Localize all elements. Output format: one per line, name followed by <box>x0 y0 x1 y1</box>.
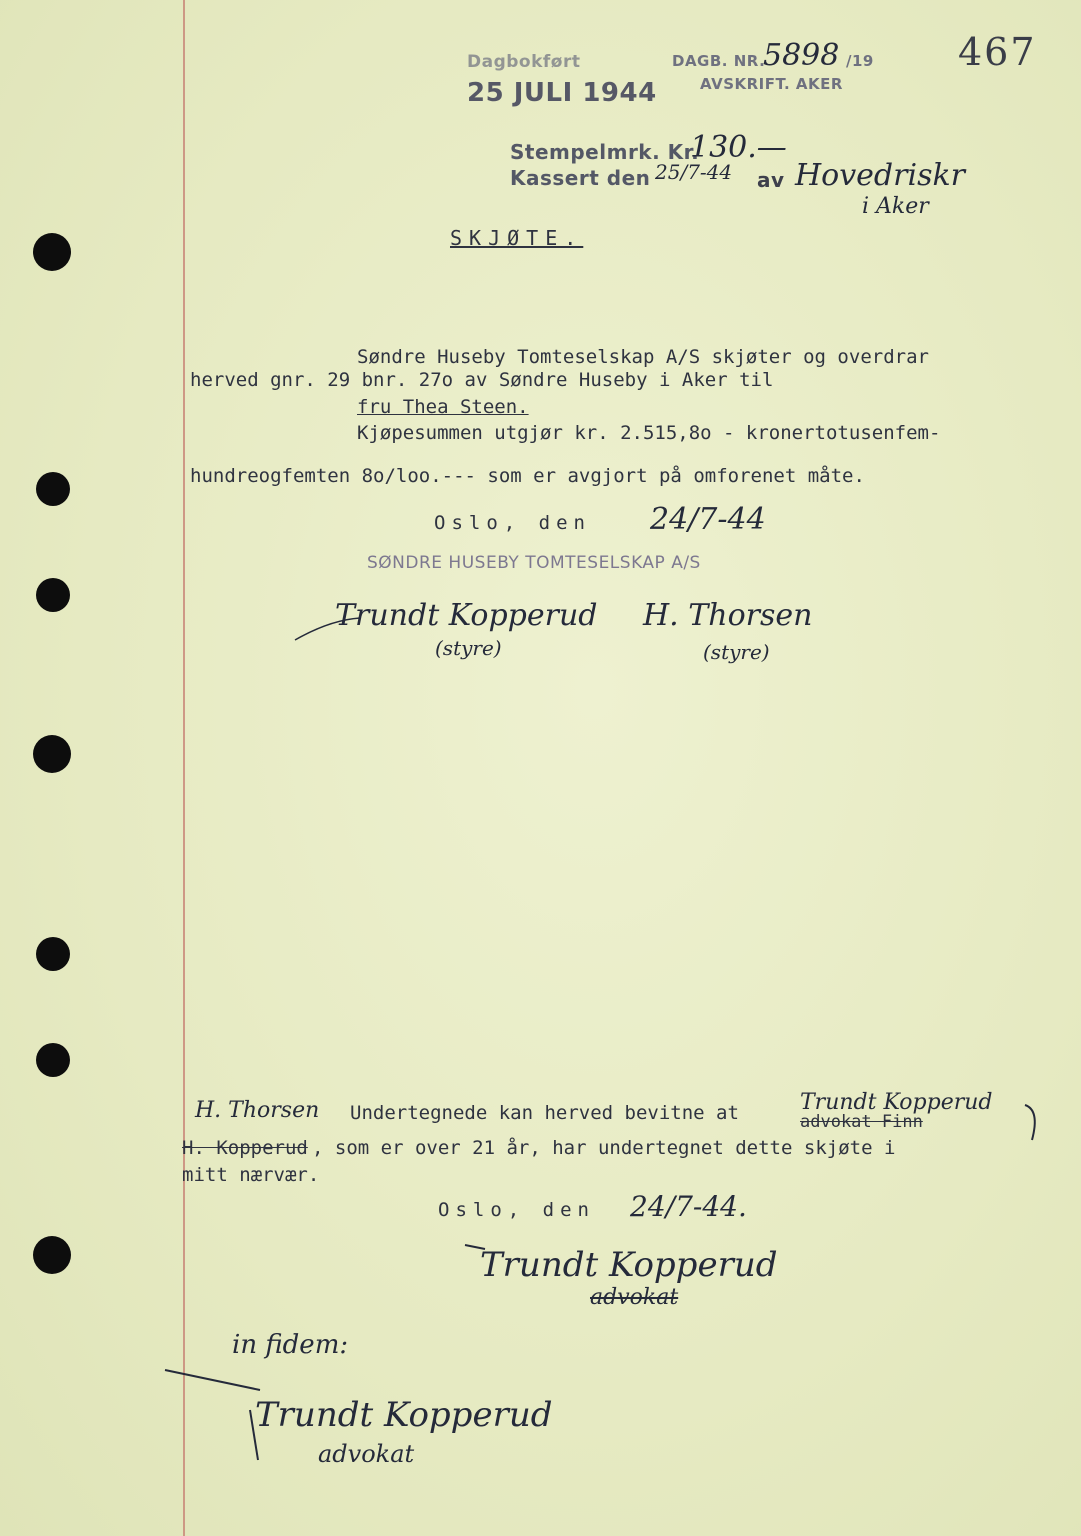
page-title: SKJØTE. <box>450 226 584 250</box>
witness-place-date-value: 24/7-44. <box>630 1190 747 1223</box>
avskrift-stamp: AVSKRIFT. AKER <box>700 75 843 93</box>
witness-place-date-label: Oslo, den <box>438 1199 595 1221</box>
fidem-signature: Trundt Kopperud <box>255 1395 553 1435</box>
witness-struck-initial: H. Kopperud <box>182 1137 308 1159</box>
dagb-nr-value: 5898 <box>763 38 840 73</box>
witness-struck-name: advokat Finn <box>800 1112 923 1132</box>
witness-hand-name: Trundt Kopperud <box>800 1090 993 1115</box>
body-line: Søndre Huseby Tomteselskap A/S skjøter og overdrar <box>357 346 929 368</box>
place-date-value: 24/7-44 <box>650 502 766 537</box>
body-line: hundreogfemten 8o/loo.--- som er avgjort på omforenet måte. <box>190 465 865 487</box>
punch-hole <box>33 233 71 271</box>
witness-line: , som er over 21 år, har undertegnet dette skjøte i <box>312 1137 896 1159</box>
punch-hole <box>36 472 70 506</box>
stempel-label: Stempelmrk. Kr. <box>510 140 700 164</box>
margin-line <box>183 0 185 1536</box>
dagbok-date: 25 JULI 1944 <box>467 78 657 108</box>
signature-flourish <box>150 1350 570 1480</box>
punch-hole <box>36 937 70 971</box>
page-number: 467 <box>958 30 1037 74</box>
signature-flourish <box>290 600 430 650</box>
body-line: Kjøpesummen utgjør kr. 2.515,8o - kronertotusenfem- <box>357 422 941 444</box>
dagbok-label: Dagbokført <box>467 52 581 72</box>
kassert-label: Kassert den <box>510 166 651 190</box>
punch-hole <box>33 735 71 773</box>
fidem-signature-title: advokat <box>318 1440 415 1468</box>
witness-signature: Trundt Kopperud <box>480 1245 778 1285</box>
signature-flourish <box>455 1235 755 1315</box>
punch-hole <box>33 1236 71 1274</box>
dagb-nr-label: DAGB. NR. <box>672 52 766 70</box>
in-fidem: in fidem: <box>232 1330 349 1360</box>
signature-2-role: (styre) <box>703 640 770 664</box>
margin-initials: H. Thorsen <box>195 1098 320 1123</box>
punch-hole <box>36 578 70 612</box>
kassert-by-line1: Hovedriskr <box>795 158 965 193</box>
punch-hole <box>36 1043 70 1077</box>
body-line: herved gnr. 29 bnr. 27o av Søndre Huseby i Aker til <box>190 369 774 391</box>
witness-line: mitt nærvær. <box>182 1164 320 1186</box>
signature-1-role: (styre) <box>435 636 502 660</box>
witness-signature-title: advokat <box>590 1285 679 1310</box>
kassert-value: 25/7-44 <box>655 160 733 184</box>
kassert-av: av <box>757 168 785 192</box>
stempel-value: 130.— <box>690 130 787 165</box>
signature-1: Trundt Kopperud <box>335 598 598 633</box>
signature-2: H. Thorsen <box>643 598 813 633</box>
kassert-by-line2: i Aker <box>862 194 929 219</box>
witness-line: Undertegnede kan herved bevitne at <box>350 1102 739 1124</box>
place-date-label: Oslo, den <box>434 512 591 534</box>
dagb-nr-suffix: /19 <box>846 52 874 70</box>
signature-flourish <box>1020 1100 1050 1150</box>
company-stamp: SØNDRE HUSEBY TOMTESELSKAP A/S <box>367 553 701 573</box>
buyer-name: fru Thea Steen. <box>357 396 529 418</box>
